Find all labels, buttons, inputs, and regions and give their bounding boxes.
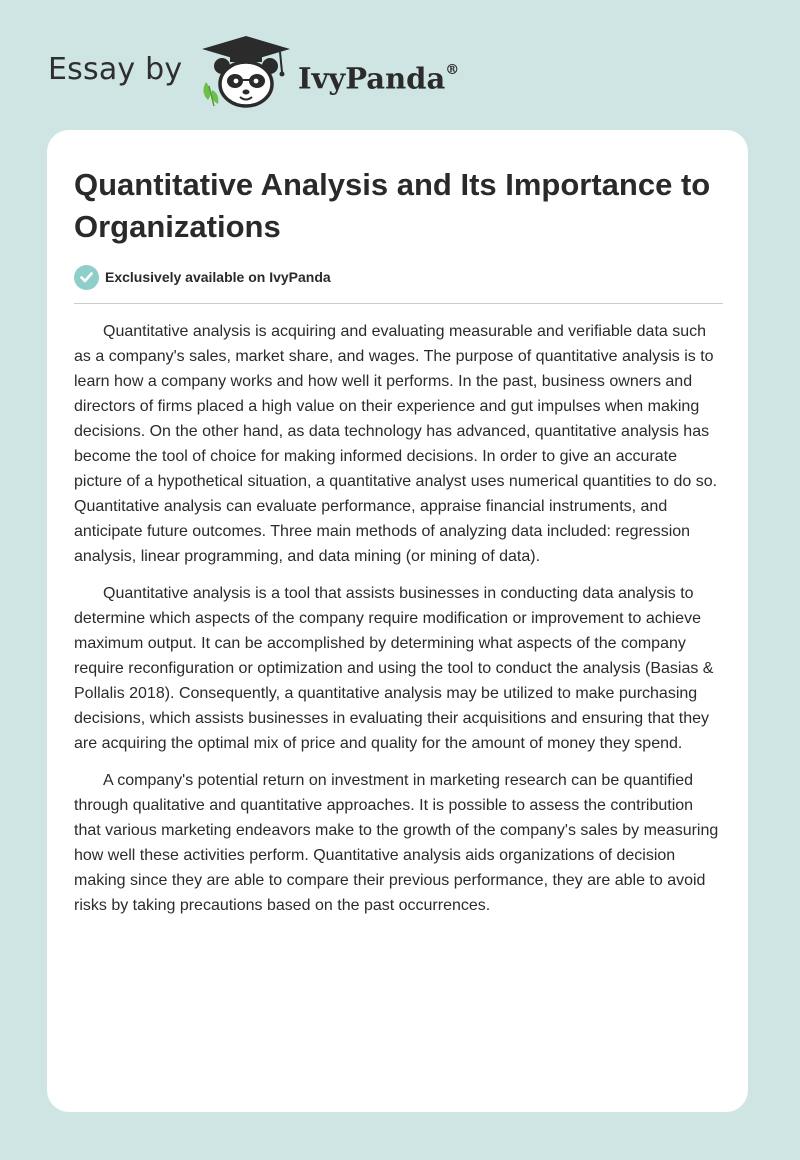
badge-label: Exclusively available on IvyPanda <box>105 269 331 285</box>
essay-card <box>47 130 748 1112</box>
paragraph: Quantitative analysis is a tool that assists businesses in conducting data analysis to determine which aspects of the company require modification or improvement to achieve maximum output. It can be accomplished by determining what aspects of the company require reconfiguration or optimization and using the tool to conduct the analysis (Basias & Pollalis 2018). Consequently, a quantitative analysis may be utilized to make purchasing decisions, which assists businesses in evaluating their acquisitions and ensuring that they are acquiring the optimal mix of price and quality for the amount of money they spend. <box>74 585 714 752</box>
brand-name[interactable] <box>298 54 459 99</box>
page-title: Quantitative Analysis and Its Importance to Organizations <box>74 167 711 244</box>
check-circle-icon <box>74 265 99 290</box>
divider <box>74 303 723 304</box>
site-header <box>0 0 800 120</box>
exclusive-badge <box>74 264 331 290</box>
essay-by-label: Essay by <box>48 52 183 87</box>
essay-body <box>74 319 723 930</box>
panda-graduate-icon[interactable] <box>200 34 292 110</box>
registered-mark: ® <box>445 62 460 78</box>
brand-text: IvyPanda <box>298 61 446 96</box>
paragraph: A company's potential return on investment in marketing research can be quantified through qualitative and quantitative approaches. It is possible to assess the contribution that various marketing endeavors make to the growth of the company's sales by measuring how well these activities perform. Quantitative analysis aids organizations of decision making since they are able to compare their previous performance, they are able to avoid risks by taking precautions based on the past occurrences. <box>74 772 719 914</box>
paragraph: Quantitative analysis is acquiring and evaluating measurable and verifiable data such as a company's sales, market share, and wages. The purpose of quantitative analysis is to learn how a company works and how well it performs. In the past, business owners and directors of firms placed a high value on their experience and gut impulses when making decisions. On the other hand, as data technology has advanced, quantitative analysis has become the tool of choice for making informed decisions. In order to give an accurate picture of a hypothetical situation, a quantitative analyst uses numerical quantities to do so. Quantitative analysis can evaluate performance, appraise financial instruments, and anticipate future outcomes. Three main methods of analyzing data included: regression analysis, linear programming, and data mining (or mining of data). <box>74 323 718 565</box>
